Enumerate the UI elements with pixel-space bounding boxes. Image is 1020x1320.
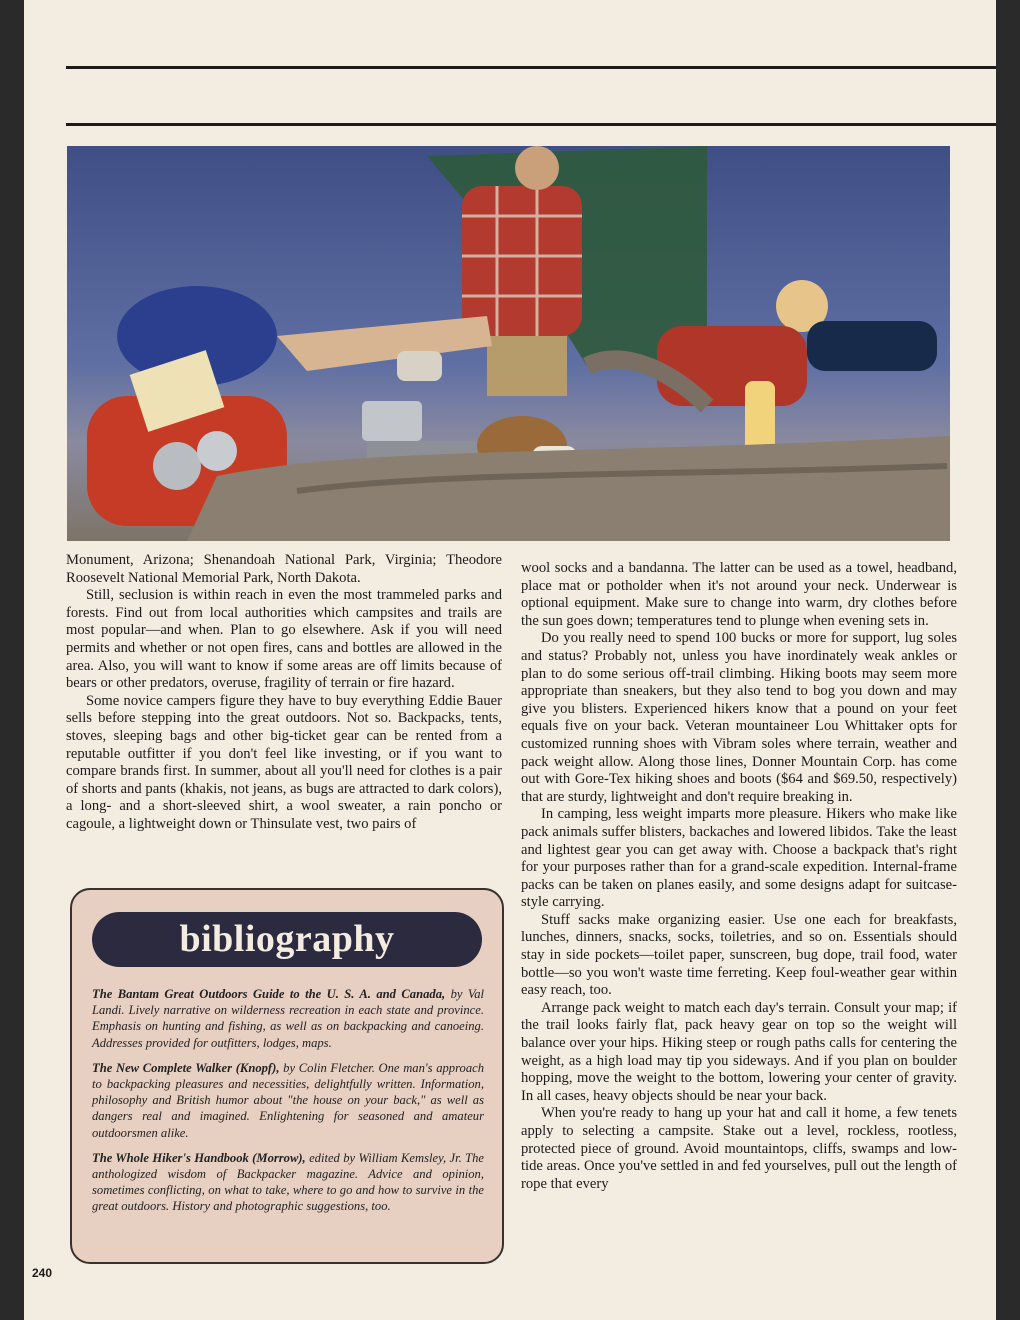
camping-photo	[67, 146, 950, 541]
magazine-page	[24, 0, 996, 1320]
paragraph: When you're ready to hang up your hat and call it home, a few tenets apply to selecting a campsite. Stake out a level, rockless, rootless, protected piece of ground. Avoid mountaintops, cliffs, swamps and low-tide areas. Once you've settled in and fed yourselves, pull out the length of rope that every	[521, 1105, 957, 1192]
book-title: The Bantam Great Outdoors Guide to the U. S. A. and Canada,	[92, 987, 446, 1001]
paragraph: Still, seclusion is within reach in even the most trammeled parks and forests. Find out from local authorities which campsites and trails are most popular—and when. Plan to go elsewhere. Ask if you will need permits and whether or not open fires, cans and bottles are allowed in the area. Also, you will want to know if some areas are off limits because of bears or other predators, overuse, fragility of terrain or fire hazard.	[66, 587, 502, 692]
paragraph: Stuff sacks make organizing easier. Use one each for breakfasts, lunches, dinners, snacks, socks, toiletries, and so on. Essentials should stay in side pockets—toilet paper, sunscreen, bug dope, trail food, water bottle—so you won't waste time ferreting. Keep foul-weather gear within easy reach, too.	[521, 911, 957, 999]
bibliography-entry	[92, 1060, 484, 1141]
paragraph: Monument, Arizona; Shenandoah National Park, Virginia; Theodore Roosevelt National Memorial Park, North Dakota.	[66, 552, 502, 586]
bibliography-box	[70, 888, 504, 1264]
left-text-column	[66, 552, 502, 834]
bibliography-heading: bibliography	[92, 912, 482, 967]
paragraph: Arrange pack weight to match each day's terrain. Consult your map; if the trail looks fairly flat, pack heavy gear on top so the weight will balance over your hips. Hiking steep or rough paths calls for centering the weight, as a high load may tip you sideways. And if you plan on boulder hopping, move the weight to the bottom, lowering your center of gravity. In all cases, heavy objects should be near your back.	[521, 999, 957, 1104]
book-title: The New Complete Walker (Knopf),	[92, 1060, 280, 1075]
page-number: 240	[32, 1266, 53, 1280]
bibliography-list	[92, 986, 484, 1224]
paragraph: Some novice campers figure they have to buy everything Eddie Bauer sells before stepping into the great outdoors. Not so. Backpacks, tents, stoves, sleeping bags and other big-ticket gear can be rented from a reputable outfitter if you don't feel like investing, or if you want to compare brands first. In summer, about all you'll need for clothes is a pair of shorts and pants (khakis, not jeans, as bugs are attracted to dark colors), a long- and a short-sleeved shirt, a wool sweater, a rain poncho or cagoule, a lightweight down or Thinsulate vest, two pairs of	[66, 692, 502, 832]
top-rule	[66, 66, 996, 69]
book-description: by Colin Fletcher. One man's approach to backpacking pleasures and necessities, delightfully written. Information, philosophy and British humor about "the house on your back," as well as dangers real and imagined. Enlightening for seasoned and amateur outdoorsmen alike.	[92, 1060, 484, 1140]
paragraph: Do you really need to spend 100 bucks or more for support, lug soles and status? Probably not, unless you have inordinately weak ankles or plan to do some serious off-trail climbing. Hiking boots may seem more appropriate than sneakers, but they also tend to bog you down and may give you blisters. Experienced hikers know that a pound on your feet equals five on your back. Veteran mountaineer Lou Whittaker opts for customized running shoes with Vibram soles where terrain, weather and pack weight allow. Along those lines, Donner Mountain Corp. has come out with Gore-Tex hiking shoes and boots ($64 and $69.50, respectively) that are sturdy, lightweight and don't require breaking in.	[521, 630, 957, 805]
right-text-column	[521, 560, 957, 1193]
paragraph: In camping, less weight imparts more pleasure. Hikers who make like pack animals suffer blisters, backaches and lowered libidos. Take the least and lightest gear you can get away with. Choose a backpack that's right for your purposes rather than for a grand-scale expedition. Internal-frame packs can be taken on planes easily, and some designs adapt for suitcase-style carrying.	[521, 806, 957, 911]
book-description: by Val Landi. Lively narrative on wilderness recreation in each state and province. Emphasis on hunting and fishing, as well as on backpacking and canoeing. Addresses provided for outfitters, lodges, maps.	[92, 987, 484, 1050]
book-description: edited by William Kemsley, Jr. The anthologized wisdom of Backpacker magazine. Advice and opinion, sometimes conflicting, on what to take, where to go and how to survive in the great outdoors. History and photographic suggestions, too.	[92, 1150, 484, 1214]
bibliography-entry	[92, 986, 484, 1051]
bibliography-entry	[92, 1150, 484, 1215]
book-title: The Whole Hiker's Handbook (Morrow),	[92, 1150, 306, 1165]
header-rule	[66, 123, 996, 126]
paragraph: wool socks and a bandanna. The latter can be used as a towel, headband, place mat or potholder when it's not around your neck. Underwear is optional equipment. Make sure to change into warm, dry clothes before the sun goes down; temperatures tend to plunge when evening sets in.	[521, 560, 957, 629]
camping-scene-illustration	[67, 146, 950, 541]
